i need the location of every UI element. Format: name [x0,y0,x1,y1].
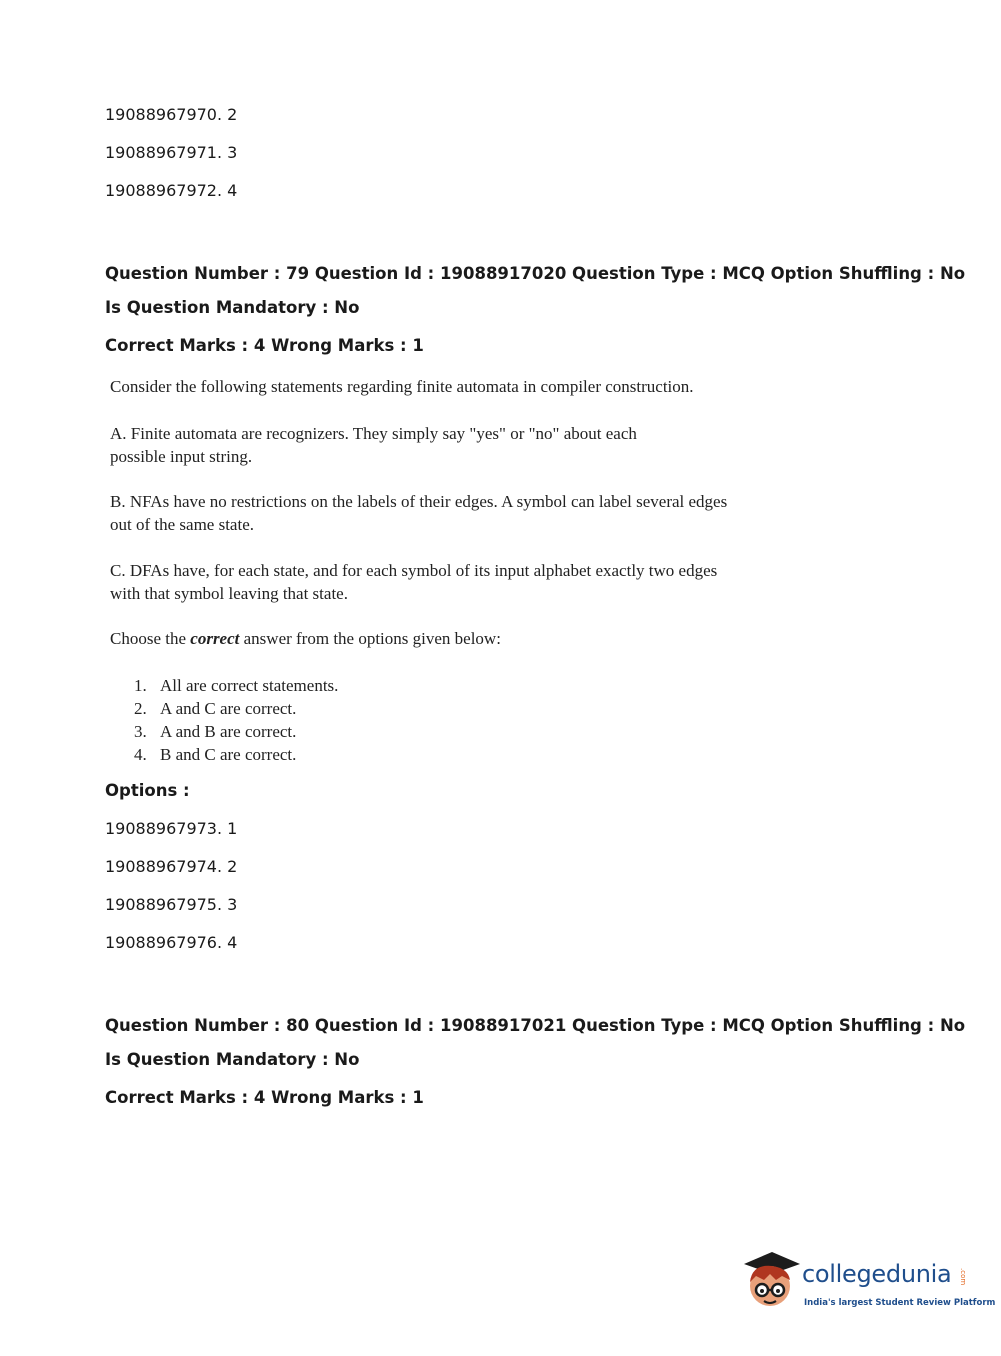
q79-statement-c-line2: with that symbol leaving that state. [110,584,348,603]
brand-tagline: India's largest Student Review Platform [804,1298,996,1308]
choose-post: answer from the options given below: [239,629,501,648]
q79-statement-b [110,490,727,536]
choose-pre: Choose the [110,629,191,648]
choice-number: 2. [134,699,147,718]
choose-emphasis: correct [190,629,240,648]
prev-option-1: 19088967970. 2 [105,105,238,124]
q79-statement-a-line1: A. Finite automata are recognizers. They simply say "yes" or "no" about each [110,424,637,443]
q79-statement-b-line2: out of the same state. [110,515,254,534]
q79-options-label: Options : [105,781,190,800]
q79-header: Question Number : 79 Question Id : 19088917020 Question Type : MCQ Option Shuffling : No [105,264,966,283]
q79-option-2: 19088967974. 2 [105,857,238,876]
q79-choose-instruction [110,627,501,650]
brand-name: collegedunia [802,1260,952,1288]
q79-marks: Correct Marks : 4 Wrong Marks : 1 [105,336,424,355]
q79-option-1: 19088967973. 1 [105,819,238,838]
q79-option-4: 19088967976. 4 [105,933,238,952]
q79-option-3: 19088967975. 3 [105,895,238,914]
prev-option-3: 19088967972. 4 [105,181,238,200]
choice-text: All are correct statements. [160,676,339,695]
q80-header: Question Number : 80 Question Id : 19088917021 Question Type : MCQ Option Shuffling : No [105,1016,966,1035]
prev-option-2: 19088967971. 3 [105,143,238,162]
choice-text: B and C are correct. [160,745,297,764]
brand-com: .com [959,1268,967,1286]
q79-choice [134,674,338,697]
q79-statement-c [110,559,717,605]
mascot-icon [742,1250,802,1312]
q79-intro: Consider the following statements regarding finite automata in compiler construction. [110,377,694,396]
q79-choice-list [134,674,338,766]
q79-choice [134,697,338,720]
q79-mandatory: Is Question Mandatory : No [105,298,360,317]
q79-choice [134,720,338,743]
choice-number: 3. [134,722,147,741]
q79-statement-b-line1: B. NFAs have no restrictions on the labels of their edges. A symbol can label several edges [110,492,728,511]
q79-statement-a-line2: possible input string. [110,447,253,466]
collegedunia-logo [742,1250,996,1320]
choice-number: 1. [134,676,147,695]
q79-choice [134,743,338,766]
choice-text: A and B are correct. [160,722,297,741]
q80-mandatory: Is Question Mandatory : No [105,1050,360,1069]
q79-statement-c-line1: C. DFAs have, for each state, and for each symbol of its input alphabet exactly two edges [110,561,718,580]
q79-statement-a [110,422,637,468]
q80-marks: Correct Marks : 4 Wrong Marks : 1 [105,1088,424,1107]
choice-text: A and C are correct. [160,699,297,718]
choice-number: 4. [134,745,147,764]
